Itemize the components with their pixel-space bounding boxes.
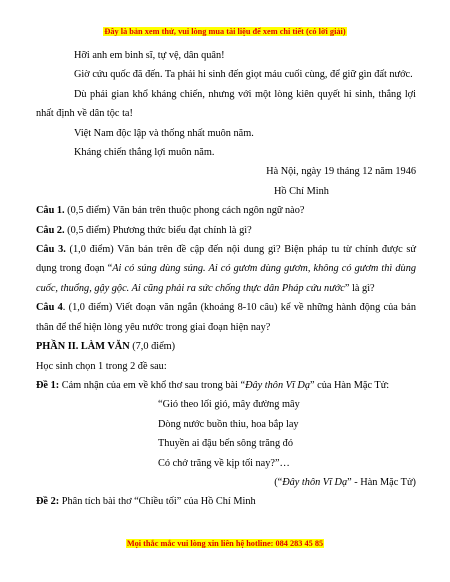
document-body: [36, 46, 416, 512]
question-3: [36, 240, 416, 298]
part-2-title: PHẦN II. LÀM VĂN: [36, 341, 130, 353]
preview-banner-text: Đây là bản xem thử, vui lòng mua tài liệu để xem chi tiết (có lời giải): [104, 27, 346, 36]
place-date: Hà Nội, ngày 19 tháng 12 năm 1946: [266, 166, 416, 178]
question-label: Câu 2.: [36, 224, 65, 236]
topic-text: Phân tích bài thơ “Chiều tối” của Hồ Chí Minh: [59, 496, 256, 508]
topic-text: Cảm nhận của em về khổ thơ sau trong bài “: [59, 379, 246, 391]
question-text-end: ” là gì?: [344, 282, 375, 294]
poem-source-title: Đây thôn Vĩ Dạ: [282, 476, 348, 488]
poem-title: Đây thôn Vĩ Dạ: [245, 379, 310, 391]
question-quote: Ai có súng dùng súng. Ai có gươm dùng gươm, không có gươm thì dùng cuốc, thuổng, gậy gộc. Ai cũng phải ra sức chống thực dân Pháp cứu nước: [36, 263, 416, 294]
question-1: [36, 201, 416, 220]
hotline-banner-text: Mọi thắc mắc vui lòng xin liên hệ hotline: 084 283 45 85: [126, 539, 324, 548]
topic-label: Đề 1:: [36, 379, 60, 391]
question-text: (0,5 điểm) Văn bản trên thuộc phong cách ngôn ngữ nào?: [64, 205, 305, 217]
paragraph: Hỡi anh em binh sĩ, tự vệ, dân quân!: [74, 50, 225, 61]
question-text: (1,0 điểm) Văn bản trên đề cập đến nội dung gì? Biện pháp tu từ chính được sử dụng trong đoạn “: [36, 244, 416, 275]
question-4: [36, 298, 416, 337]
paragraph: Việt Nam độc lập và thống nhất muôn năm.: [74, 127, 254, 139]
paragraph: Kháng chiến thắng lợi muôn năm.: [74, 147, 215, 159]
part-2-points: (7,0 điểm): [129, 341, 176, 353]
poem-line: Thuyền ai đậu bến sông trăng đó: [158, 438, 293, 450]
paragraph: Giờ cứu quốc đã đến. Ta phải hi sinh đến giọt máu cuối cùng, để giữ gìn đất nước.: [74, 69, 413, 81]
topic-label: Đề 2:: [36, 496, 60, 508]
question-label: Câu 3.: [36, 244, 66, 256]
poem-line: Có chở trăng về kịp tối nay?”…: [158, 457, 290, 469]
question-label: Câu 4: [36, 302, 63, 314]
question-text: (0,5 điểm) Phương thức biểu đạt chính là gì?: [64, 224, 252, 236]
question-label: Câu 1.: [36, 205, 65, 217]
paragraph: Dù phải gian khổ kháng chiến, nhưng với một lòng kiên quyết hi sinh, thắng lợi nhất định về dân tộc ta!: [36, 88, 416, 120]
topic-2: [36, 492, 416, 511]
author-signature: Hồ Chí Minh: [274, 185, 329, 197]
question-text: . (1,0 điểm) Viết đoạn văn ngắn (khoảng 8-10 câu) kể về những hành động của bản thân để thể hiện lòng yêu nước trong giai đoạn hiện nay?: [36, 302, 416, 333]
part-2-heading: [36, 337, 416, 356]
poem-line: “Gió theo lối gió, mây đường mây: [158, 399, 300, 411]
poem-line: Dòng nước buồn thiu, hoa bắp lay: [158, 418, 299, 430]
preview-banner: [0, 27, 450, 36]
part-2-instruction: Học sinh chọn 1 trong 2 đề sau:: [36, 360, 167, 372]
topic-1: [36, 376, 416, 395]
hotline-banner: [0, 539, 450, 548]
topic-text-end: ” của Hàn Mặc Tử:: [309, 379, 390, 391]
question-2: [36, 221, 416, 240]
poem-source: (“Đây thôn Vĩ Dạ” - Hàn Mặc Tử): [274, 476, 416, 488]
